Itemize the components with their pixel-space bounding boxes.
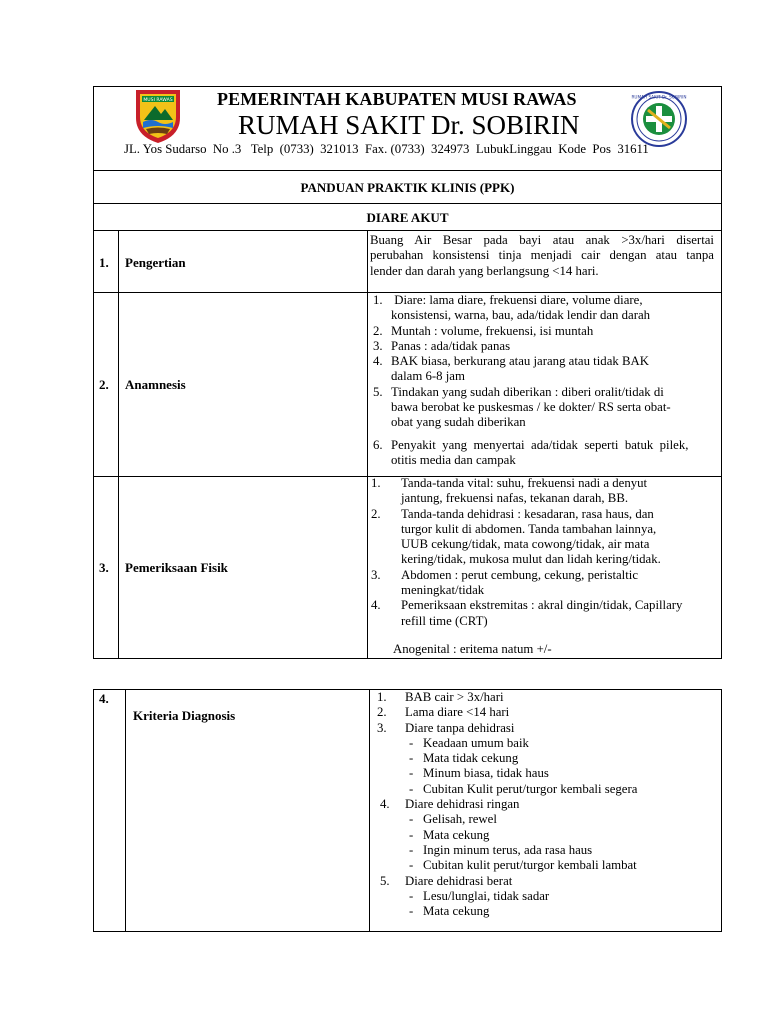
criteria-subrow (377, 736, 717, 751)
row-number: 3. (99, 560, 109, 575)
list-item (373, 324, 715, 339)
criteria-row (377, 705, 717, 720)
criteria-subrow (377, 766, 717, 781)
list-number: 5. (373, 384, 383, 399)
criteria-marker: - (409, 888, 414, 903)
column-divider (367, 230, 368, 659)
text-line: lender dan darah yang berlangsung <14 hari. (370, 263, 599, 278)
list-item (373, 293, 715, 324)
government-title: PEMERINTAH KABUPATEN MUSI RAWAS (217, 89, 577, 109)
criteria-text: Mata tidak cekung (423, 751, 519, 766)
list-number: 3. (373, 338, 383, 353)
list-item (373, 438, 715, 469)
list-text: Tanda-tanda vital: suhu, frekuensi nadi a denyut (401, 476, 648, 490)
list-item (371, 476, 715, 507)
list-number: 1. (371, 476, 381, 490)
list-text: Muntah : volume, frekuensi, isi muntah (391, 323, 594, 338)
criteria-subrow (377, 828, 717, 843)
criteria-row (377, 797, 717, 812)
list-text: turgor kulit di abdomen. Tanda tambahan lainnya, (401, 521, 657, 536)
row-number: 2. (99, 377, 109, 392)
list-number: 4. (373, 354, 383, 369)
criteria-marker: - (409, 842, 414, 857)
text-line: Buang Air Besar pada bayi atau anak >3x/hari disertai (370, 233, 714, 247)
kriteria-diagnosis-list (377, 690, 717, 919)
criteria-text: Lama diare <14 hari (405, 705, 510, 720)
column-divider (125, 689, 126, 932)
rs-sobirin-logo (628, 90, 690, 148)
criteria-text: Diare dehidrasi berat (405, 873, 513, 888)
criteria-marker: 3. (377, 720, 387, 735)
list-text: Tindakan yang sudah diberikan : diberi oralit/tidak di (391, 384, 664, 399)
criteria-subrow (377, 889, 717, 904)
criteria-text: Mata cekung (423, 904, 490, 919)
musi-rawas-logo (133, 88, 183, 144)
musi-rawas-logo-text: MUSI RAWAS (143, 98, 173, 103)
row-label-pengertian: Pengertian (125, 255, 186, 270)
divider (93, 230, 722, 231)
list-text: obat yang sudah diberikan (391, 415, 526, 430)
criteria-marker: - (409, 827, 414, 842)
criteria-subrow (377, 904, 717, 919)
hospital-name: RUMAH SAKIT Dr. SOBIRIN (238, 110, 580, 140)
list-item (373, 339, 715, 354)
criteria-text: Diare dehidrasi ringan (405, 797, 520, 812)
criteria-row (377, 721, 717, 736)
document-title: PANDUAN PRAKTIK KLINIS (PPK) (300, 180, 515, 195)
list-text: bawa berobat ke puskesmas / ke dokter/ RS serta obat- (391, 400, 671, 415)
pemeriksaan-fisik-list (371, 476, 715, 629)
criteria-row (377, 690, 717, 705)
list-text: dalam 6-8 jam (391, 369, 465, 384)
criteria-marker: - (409, 781, 414, 796)
list-number: 2. (373, 323, 383, 338)
criteria-marker: - (409, 735, 414, 750)
criteria-text: Keadaan umum baik (423, 735, 529, 750)
criteria-text: Cubitan kulit perut/turgor kembali lambat (423, 858, 637, 873)
list-text: Panas : ada/tidak panas (391, 338, 511, 353)
text-line: perubahan konsistensi tinja menjadi cair dengan atau tanpa (370, 248, 714, 263)
anogenital-note: Anogenital : eritema natum +/- (393, 642, 552, 656)
criteria-subrow (377, 782, 717, 797)
list-item (371, 507, 715, 568)
pengertian-text (370, 233, 714, 279)
list-text: jantung, frekuensi nafas, tekanan darah, BB. (401, 491, 629, 506)
criteria-text: Cubitan Kulit perut/turgor kembali segera (423, 781, 638, 796)
criteria-text: Ingin minum terus, ada rasa haus (423, 842, 593, 857)
criteria-text: Lesu/lunglai, tidak sadar (423, 888, 550, 903)
criteria-text: BAB cair > 3x/hari (405, 690, 504, 704)
row-label-kriteria-diagnosis: Kriteria Diagnosis (133, 708, 236, 723)
criteria-marker: 1. (377, 690, 387, 704)
list-number: 3. (371, 567, 381, 582)
list-number: 1. (373, 293, 383, 307)
list-item (373, 385, 715, 438)
list-text: konsistensi, warna, bau, ada/tidak lendir dan darah (391, 308, 651, 323)
list-text: refill time (CRT) (401, 613, 488, 628)
criteria-marker: - (409, 766, 414, 781)
list-text: Abdomen : perut cembung, cekung, peristaltic (401, 567, 639, 582)
criteria-text: Diare tanpa dehidrasi (405, 720, 515, 735)
list-item (371, 568, 715, 599)
list-text: BAK biasa, berkurang atau jarang atau tidak BAK (391, 354, 649, 369)
list-text: Pemeriksaan ekstremitas : akral dingin/tidak, Capillary (401, 598, 683, 613)
criteria-marker: - (409, 751, 414, 766)
anamnesis-list (373, 293, 715, 468)
criteria-marker: 5. (380, 873, 390, 888)
criteria-subrow (377, 812, 717, 827)
list-text: Diare: lama diare, frekuensi diare, volume diare, (391, 293, 643, 307)
row-number: 1. (99, 255, 109, 270)
column-divider (369, 689, 370, 932)
criteria-subrow (377, 843, 717, 858)
criteria-row (377, 874, 717, 889)
row-label-anamnesis: Anamnesis (125, 377, 186, 392)
list-text: Tanda-tanda dehidrasi : kesadaran, rasa haus, dan (401, 506, 654, 521)
criteria-subrow (377, 858, 717, 873)
criteria-marker: - (409, 812, 414, 827)
list-number: 2. (371, 506, 381, 521)
rs-sobirin-logo-text: RUMAH SAKIT Dr. SOBIRIN (631, 94, 687, 100)
criteria-marker: - (409, 858, 414, 873)
list-text: meningkat/tidak (401, 583, 485, 598)
list-text: otitis media dan campak (391, 453, 516, 468)
criteria-text: Mata cekung (423, 827, 490, 842)
hospital-address: JL. Yos Sudarso No .3 Telp (0733) 321013 Fax. (0733) 324973 LubukLinggau Kode Pos 31611 (124, 142, 649, 156)
divider (93, 203, 722, 204)
list-text: kering/tidak, mukosa mulut dan lidah kering/tidak. (401, 552, 661, 567)
criteria-subrow (377, 751, 717, 766)
criteria-text: Gelisah, rewel (423, 812, 497, 827)
criteria-marker: 4. (380, 797, 390, 812)
row-number: 4. (99, 691, 109, 706)
list-number: 6. (373, 437, 383, 452)
criteria-marker: 2. (377, 705, 387, 720)
divider (93, 170, 722, 171)
topic-title: DIARE AKUT (366, 210, 449, 225)
row-label-pemeriksaan-fisik: Pemeriksaan Fisik (125, 560, 228, 575)
list-item (373, 354, 715, 385)
criteria-text: Minum biasa, tidak haus (423, 766, 549, 781)
column-divider (118, 230, 119, 659)
list-text: Penyakit yang menyertai ada/tidak seperti batuk pilek, (391, 437, 689, 452)
list-text: UUB cekung/tidak, mata cowong/tidak, air mata (401, 537, 650, 552)
list-item (371, 598, 715, 629)
list-number: 4. (371, 598, 381, 613)
criteria-marker: - (409, 904, 414, 919)
